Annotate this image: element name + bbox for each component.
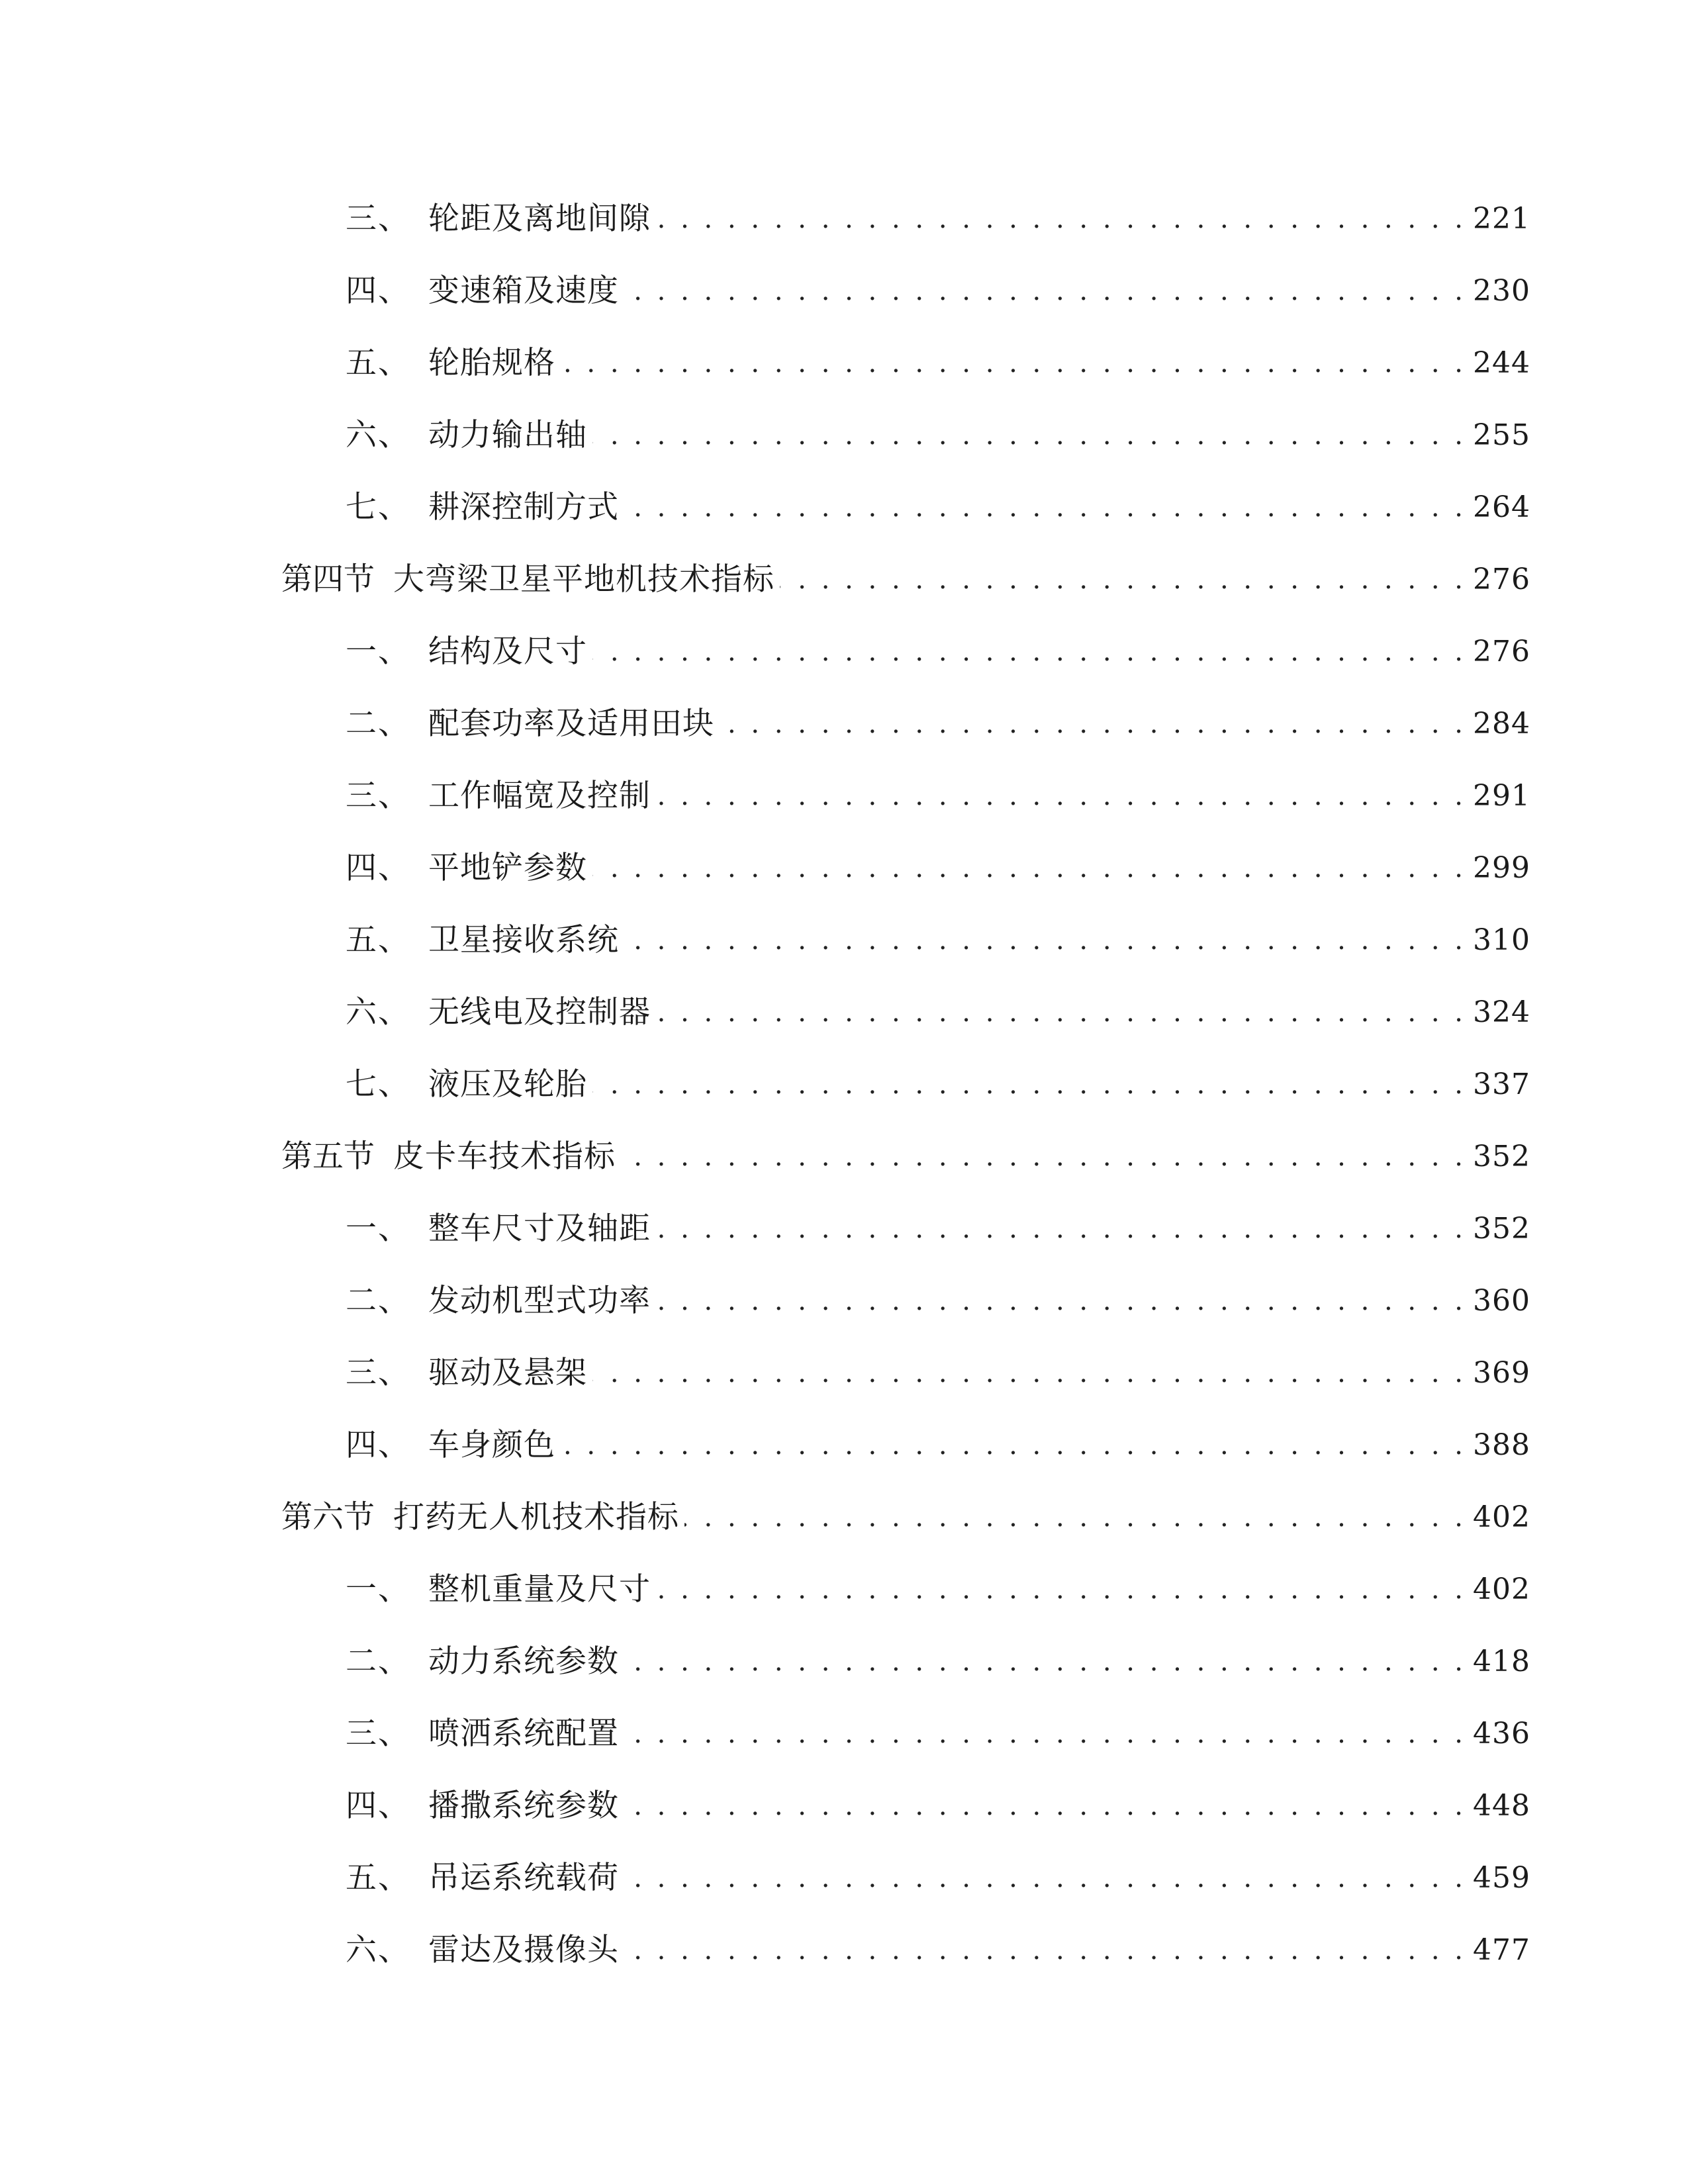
toc-entry-number: 三、 (346, 201, 410, 237)
dot-leader (624, 484, 1466, 531)
toc-entry-number: 三、 (346, 1715, 410, 1752)
dot-leader (624, 917, 1466, 964)
toc-entry-title: 播撒系统参数 (428, 1788, 619, 1824)
toc-entry-title: 平地铲参数 (428, 850, 587, 886)
toc-entry-title: 车身颜色 (428, 1427, 555, 1463)
toc-entry-number: 五、 (346, 922, 410, 958)
dot-leader (624, 1639, 1466, 1685)
toc-entry-page: 310 (1473, 923, 1530, 957)
dot-leader (561, 1422, 1466, 1469)
toc-entry-page: 360 (1473, 1284, 1530, 1318)
toc-entry[interactable] (0, 917, 1530, 964)
toc-entry-number: 二、 (346, 1643, 410, 1680)
toc-entry-page: 352 (1473, 1212, 1530, 1246)
toc-entry-number: 六、 (346, 1932, 410, 1968)
toc-entry-page: 477 (1473, 1933, 1530, 1967)
toc-entry-page: 402 (1473, 1572, 1530, 1606)
toc-entry-number: 四、 (346, 273, 410, 309)
dot-leader (592, 1062, 1466, 1108)
toc-entry-title: 驱动及悬架 (428, 1355, 587, 1391)
toc-entry-page: 276 (1473, 635, 1530, 668)
toc-entry-title: 整车尺寸及轴距 (428, 1210, 651, 1247)
toc-entry-title: 结构及尺寸 (428, 633, 587, 670)
toc-entry[interactable] (0, 1206, 1530, 1252)
toc-entry[interactable] (0, 701, 1530, 747)
dot-leader (720, 701, 1466, 747)
toc-section-title: 打药无人机技术指标 (393, 1499, 679, 1535)
toc-section-entry[interactable] (0, 1494, 1530, 1541)
toc-entry-title: 无线电及控制器 (428, 994, 651, 1030)
toc-entry[interactable] (0, 268, 1530, 314)
toc-section-number: 第五节 (281, 1138, 375, 1175)
toc-entry[interactable] (0, 1927, 1530, 1974)
toc-entry-page: 337 (1473, 1068, 1530, 1101)
toc-entry[interactable] (0, 773, 1530, 819)
toc-entry-title: 工作幅宽及控制 (428, 778, 651, 814)
toc-entry-page: 221 (1473, 202, 1530, 236)
toc-section-number: 第六节 (281, 1499, 375, 1535)
toc-entry-page: 448 (1473, 1789, 1530, 1823)
toc-entry[interactable] (0, 1350, 1530, 1396)
dot-leader (656, 1206, 1466, 1252)
toc-entry-number: 二、 (346, 1283, 410, 1319)
toc-section-number: 第四节 (281, 561, 375, 598)
toc-entry-page: 459 (1473, 1861, 1530, 1895)
toc-entry-title: 喷洒系统配置 (428, 1715, 619, 1752)
toc-entry-page: 276 (1473, 563, 1530, 596)
toc-entry-title: 整机重量及尺寸 (428, 1571, 651, 1608)
toc-entry-number: 六、 (346, 417, 410, 453)
toc-entry-number: 四、 (346, 850, 410, 886)
toc-entry-number: 七、 (346, 489, 410, 525)
toc-entry-number: 一、 (346, 1210, 410, 1247)
dot-leader (624, 1711, 1466, 1757)
toc-entry-title: 轮胎规格 (428, 345, 555, 381)
toc-entry-page: 418 (1473, 1645, 1530, 1678)
toc-entry-title: 动力输出轴 (428, 417, 587, 453)
toc-entry-page: 299 (1473, 851, 1530, 885)
dot-leader (656, 1278, 1466, 1324)
toc-entry-page: 255 (1473, 418, 1530, 452)
toc-entry-number: 六、 (346, 994, 410, 1030)
toc-entry-title: 轮距及离地间隙 (428, 201, 651, 237)
toc-entry-page: 264 (1473, 490, 1530, 524)
toc-entry-title: 动力系统参数 (428, 1643, 619, 1680)
toc-entry-page: 244 (1473, 346, 1530, 380)
toc-entry-title: 卫星接收系统 (428, 922, 619, 958)
toc-entry-title: 耕深控制方式 (428, 489, 619, 525)
toc-entry-number: 五、 (346, 1860, 410, 1896)
toc-entry-number: 三、 (346, 778, 410, 814)
dot-leader (624, 1855, 1466, 1901)
dot-leader (624, 268, 1466, 314)
dot-leader (592, 845, 1466, 891)
toc-entry[interactable] (0, 989, 1530, 1036)
toc-entry-page: 284 (1473, 707, 1530, 741)
toc-entry-number: 五、 (346, 345, 410, 381)
toc-entry-number: 一、 (346, 1571, 410, 1608)
dot-leader (592, 1350, 1466, 1396)
toc-entry-number: 四、 (346, 1788, 410, 1824)
toc-entry[interactable] (0, 1639, 1530, 1685)
dot-leader (780, 557, 1466, 603)
toc-entry-page: 369 (1473, 1356, 1530, 1390)
toc-entry-title: 液压及轮胎 (428, 1066, 587, 1103)
toc-entry[interactable] (0, 1278, 1530, 1324)
toc-section-title: 皮卡车技术指标 (393, 1138, 616, 1175)
toc-entry[interactable] (0, 1567, 1530, 1613)
dot-leader (621, 1134, 1466, 1180)
toc-entry[interactable] (0, 629, 1530, 675)
toc-entry[interactable] (0, 845, 1530, 891)
dot-leader (592, 629, 1466, 675)
dot-leader (684, 1494, 1466, 1541)
toc-entry[interactable] (0, 1711, 1530, 1757)
dot-leader (656, 989, 1466, 1036)
toc-entry[interactable] (0, 340, 1530, 387)
toc-entry-page: 402 (1473, 1500, 1530, 1534)
toc-entry[interactable] (0, 484, 1530, 531)
dot-leader (656, 196, 1466, 242)
toc-entry-page: 291 (1473, 779, 1530, 813)
dot-leader (656, 1567, 1466, 1613)
toc-entry-title: 发动机型式功率 (428, 1283, 651, 1319)
toc-entry-page: 388 (1473, 1428, 1530, 1462)
toc-entry-number: 二、 (346, 705, 410, 742)
toc-entry[interactable] (0, 1422, 1530, 1469)
dot-leader (624, 1927, 1466, 1974)
toc-section-entry[interactable] (0, 1134, 1530, 1180)
toc-entry[interactable] (0, 412, 1530, 459)
dot-leader (592, 412, 1466, 459)
dot-leader (624, 1783, 1466, 1829)
toc-entry-page: 230 (1473, 274, 1530, 308)
toc-entry-number: 四、 (346, 1427, 410, 1463)
toc-entry-number: 三、 (346, 1355, 410, 1391)
toc-entry-page: 324 (1473, 995, 1530, 1029)
toc-entry-title: 变速箱及速度 (428, 273, 619, 309)
toc-entry[interactable] (0, 196, 1530, 242)
toc-entry[interactable] (0, 1062, 1530, 1108)
toc-section-title: 大弯梁卫星平地机技术指标 (393, 561, 774, 598)
toc-entry[interactable] (0, 1783, 1530, 1829)
toc-entry-number: 一、 (346, 633, 410, 670)
dot-leader (656, 773, 1466, 819)
dot-leader (561, 340, 1466, 387)
toc-entry[interactable] (0, 1855, 1530, 1901)
toc-entry-page: 352 (1473, 1140, 1530, 1173)
toc-entry-title: 雷达及摄像头 (428, 1932, 619, 1968)
toc-entry-page: 436 (1473, 1717, 1530, 1751)
toc-section-entry[interactable] (0, 557, 1530, 603)
toc-entry-title: 配套功率及适用田块 (428, 705, 714, 742)
toc-entry-title: 吊运系统载荷 (428, 1860, 619, 1896)
toc-entry-number: 七、 (346, 1066, 410, 1103)
